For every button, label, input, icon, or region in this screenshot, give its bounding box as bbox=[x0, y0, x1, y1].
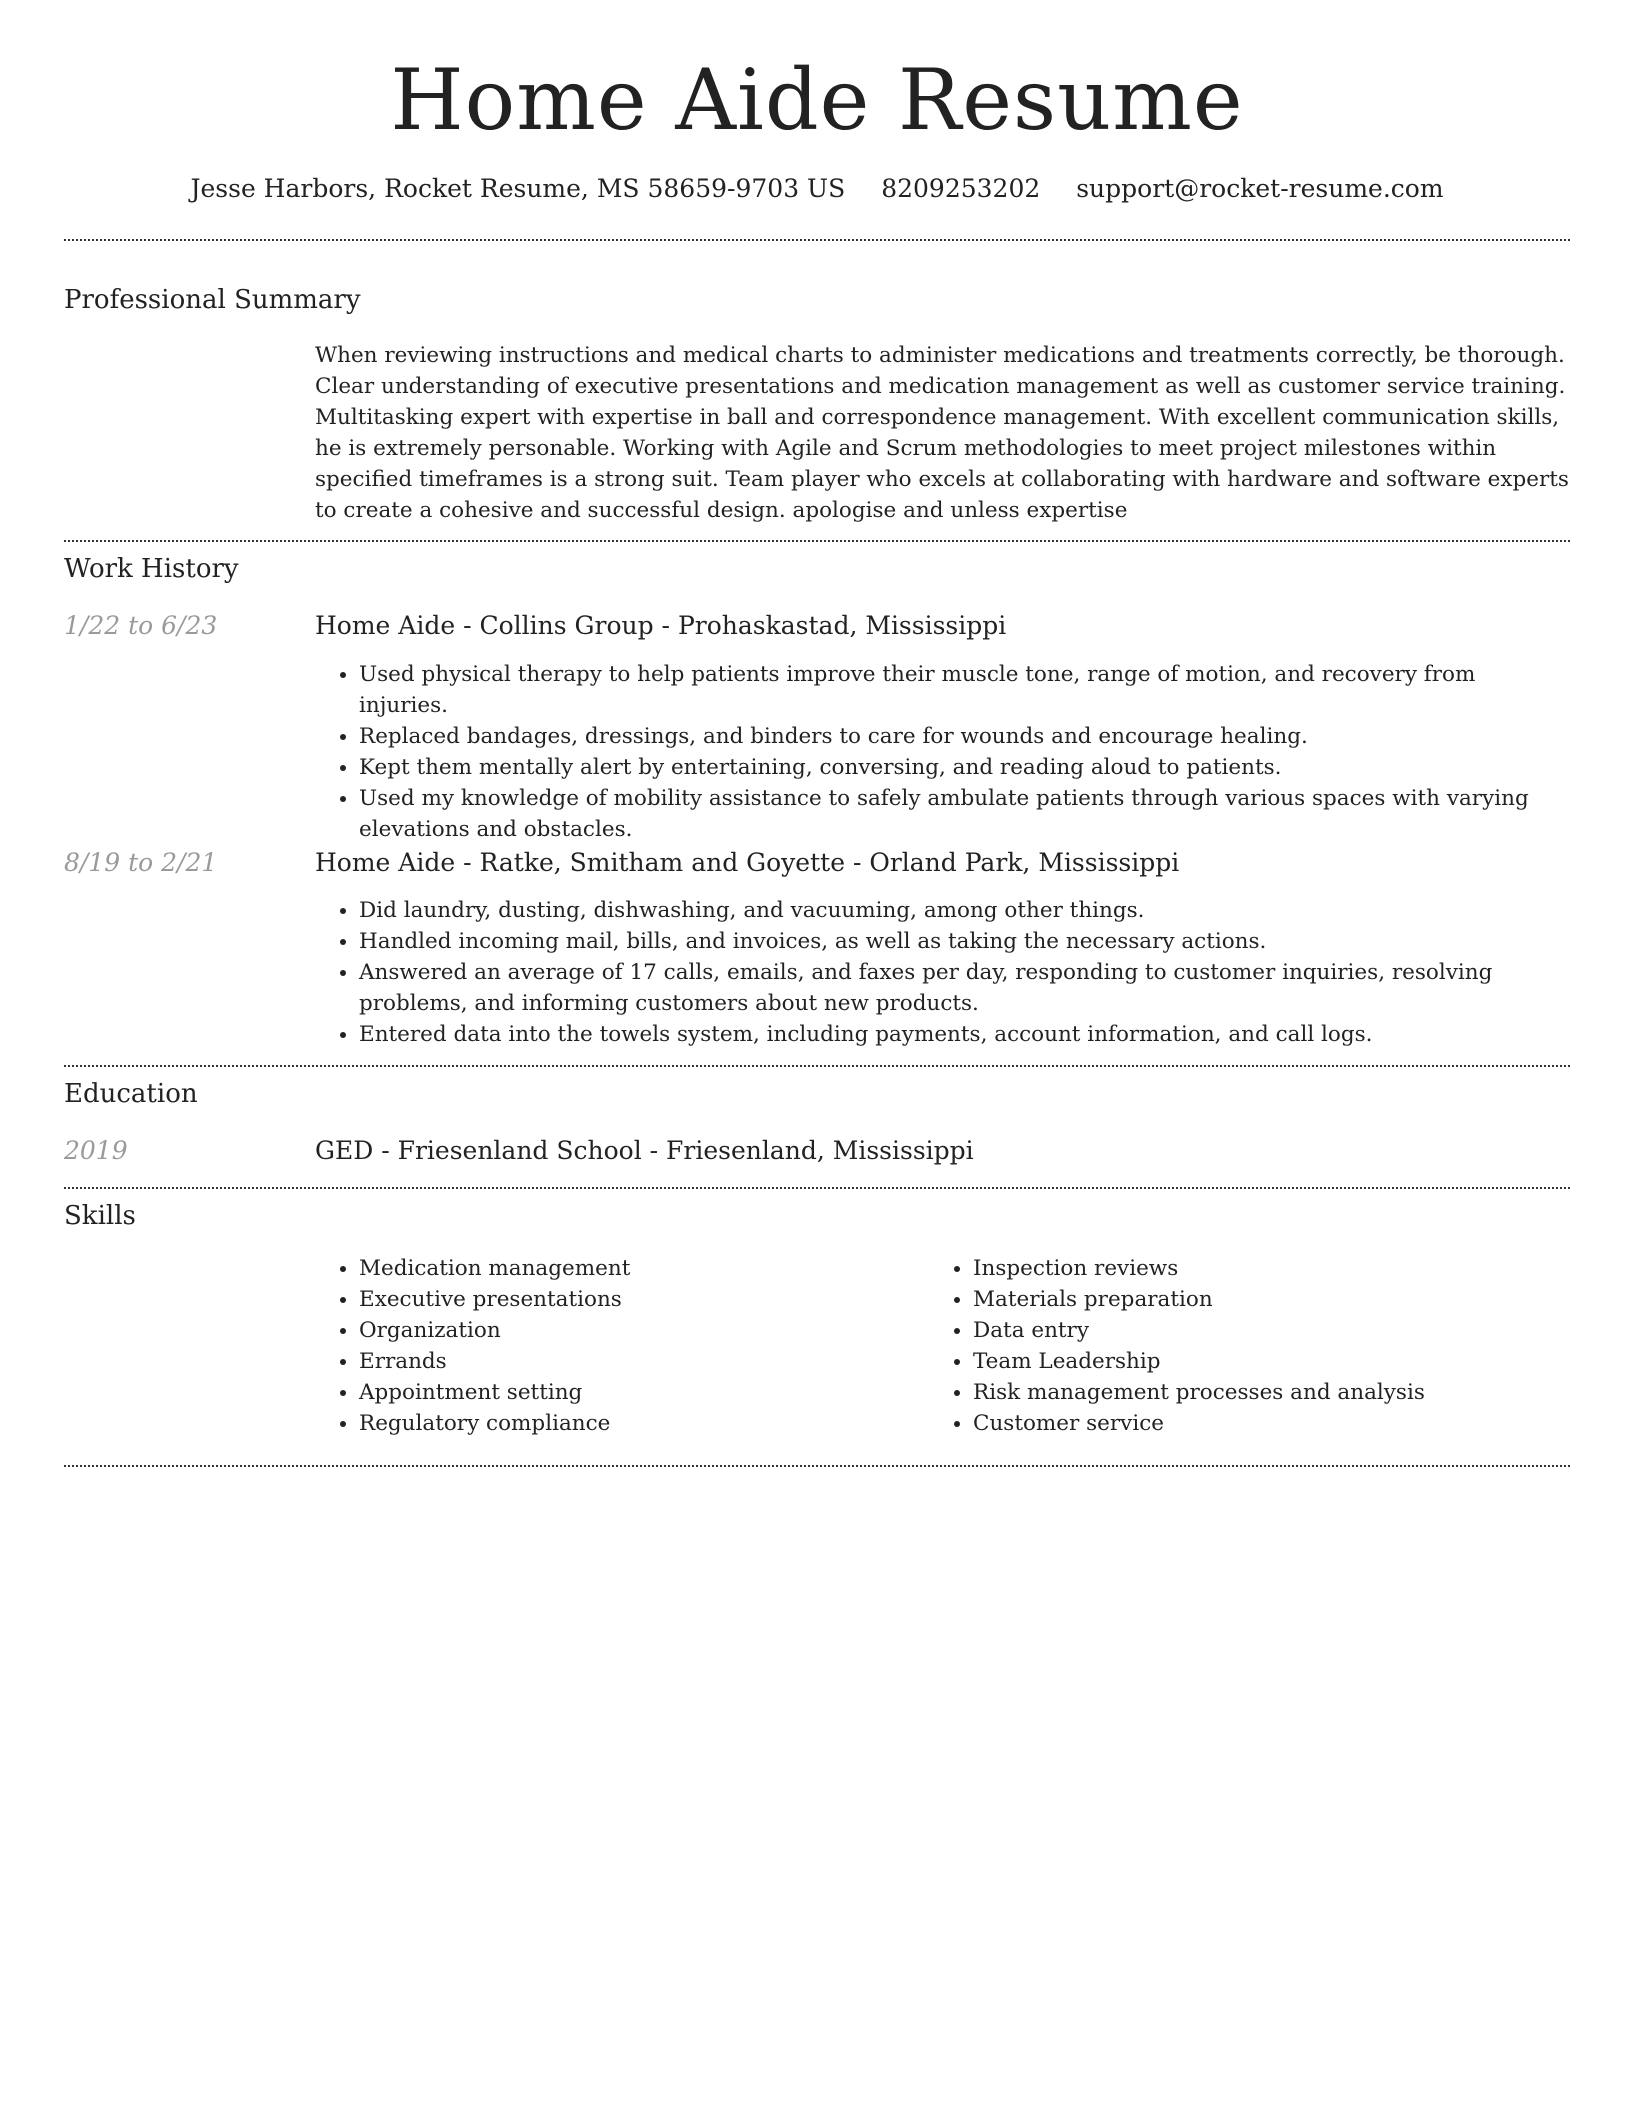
list-item: • Handled incoming mail, bills, and invoices, as well as taking the necessary actions. bbox=[359, 926, 1570, 957]
divider bbox=[64, 1065, 1570, 1067]
skill-item: • Inspection reviews bbox=[973, 1253, 1570, 1284]
education-title: GED - Friesenland School - Friesenland, Mississippi bbox=[315, 1136, 974, 1165]
summary-heading: Professional Summary bbox=[64, 285, 361, 315]
skills-list-left bbox=[315, 1253, 929, 1439]
skill-item: • Customer service bbox=[973, 1408, 1570, 1439]
skill-item: • Appointment setting bbox=[359, 1377, 929, 1408]
skills-heading: Skills bbox=[64, 1201, 136, 1231]
summary-text: When reviewing instructions and medical charts to administer medications and treatments correctly, be thorough. Clear understanding of executive presentations and medication management as well as customer service training. Multitasking expert with expertise in ball and correspondence management. With excellent communication skills, he is extremely personable. Working with Agile and Scrum methodologies to meet project milestones within specified timeframes is a strong suit. Team player who excels at collaborating with hardware and software experts to create a cohesive and successful design. apologise and unless expertise bbox=[315, 343, 1569, 523]
job-bullets bbox=[315, 659, 1570, 845]
job-bullets bbox=[315, 895, 1570, 1050]
skills-list-right bbox=[929, 1253, 1570, 1439]
skill-item: • Errands bbox=[359, 1346, 929, 1377]
skill-item: • Risk management processes and analysis bbox=[973, 1377, 1570, 1408]
divider bbox=[64, 1465, 1570, 1467]
list-item: • Did laundry, dusting, dishwashing, and vacuuming, among other things. bbox=[359, 895, 1570, 926]
skill-item: • Executive presentations bbox=[359, 1284, 929, 1315]
work-history-heading: Work History bbox=[64, 554, 239, 584]
skill-item: • Data entry bbox=[973, 1315, 1570, 1346]
list-item: • Used my knowledge of mobility assistance to safely ambulate patients through various spaces with varying elevations and obstacles. bbox=[359, 783, 1570, 845]
contact-email: support@rocket-resume.com bbox=[1076, 174, 1444, 203]
skill-item: • Organization bbox=[359, 1315, 929, 1346]
job-dates: 8/19 to 2/21 bbox=[64, 848, 218, 877]
list-item: • Replaced bandages, dressings, and binders to care for wounds and encourage healing. bbox=[359, 721, 1570, 752]
list-item: • Kept them mentally alert by entertaining, conversing, and reading aloud to patients. bbox=[359, 752, 1570, 783]
job-title: Home Aide - Collins Group - Prohaskastad, Mississippi bbox=[315, 611, 1007, 640]
job-dates: 1/22 to 6/23 bbox=[64, 611, 218, 640]
list-item: • Answered an average of 17 calls, emails, and faxes per day, responding to customer inquiries, resolving problems, and informing customers about new products. bbox=[359, 957, 1570, 1019]
divider bbox=[64, 1187, 1570, 1189]
divider bbox=[64, 239, 1570, 241]
skill-item: • Team Leadership bbox=[973, 1346, 1570, 1377]
education-year: 2019 bbox=[64, 1136, 128, 1165]
resume-title: Home Aide Resume bbox=[390, 51, 1244, 149]
divider bbox=[64, 540, 1570, 542]
skill-item: • Regulatory compliance bbox=[359, 1408, 929, 1439]
list-item: • Entered data into the towels system, including payments, account information, and call logs. bbox=[359, 1019, 1570, 1050]
contact-phone: 8209253202 bbox=[881, 174, 1041, 203]
list-item: • Used physical therapy to help patients improve their muscle tone, range of motion, and recovery from injuries. bbox=[359, 659, 1570, 721]
education-heading: Education bbox=[64, 1079, 198, 1109]
contact-address: Jesse Harbors, Rocket Resume, MS 58659-9703 US bbox=[190, 174, 846, 203]
skill-item: • Materials preparation bbox=[973, 1284, 1570, 1315]
job-title: Home Aide - Ratke, Smitham and Goyette - Orland Park, Mississippi bbox=[315, 848, 1180, 877]
contact-line bbox=[64, 170, 1570, 208]
skill-item: • Medication management bbox=[359, 1253, 929, 1284]
